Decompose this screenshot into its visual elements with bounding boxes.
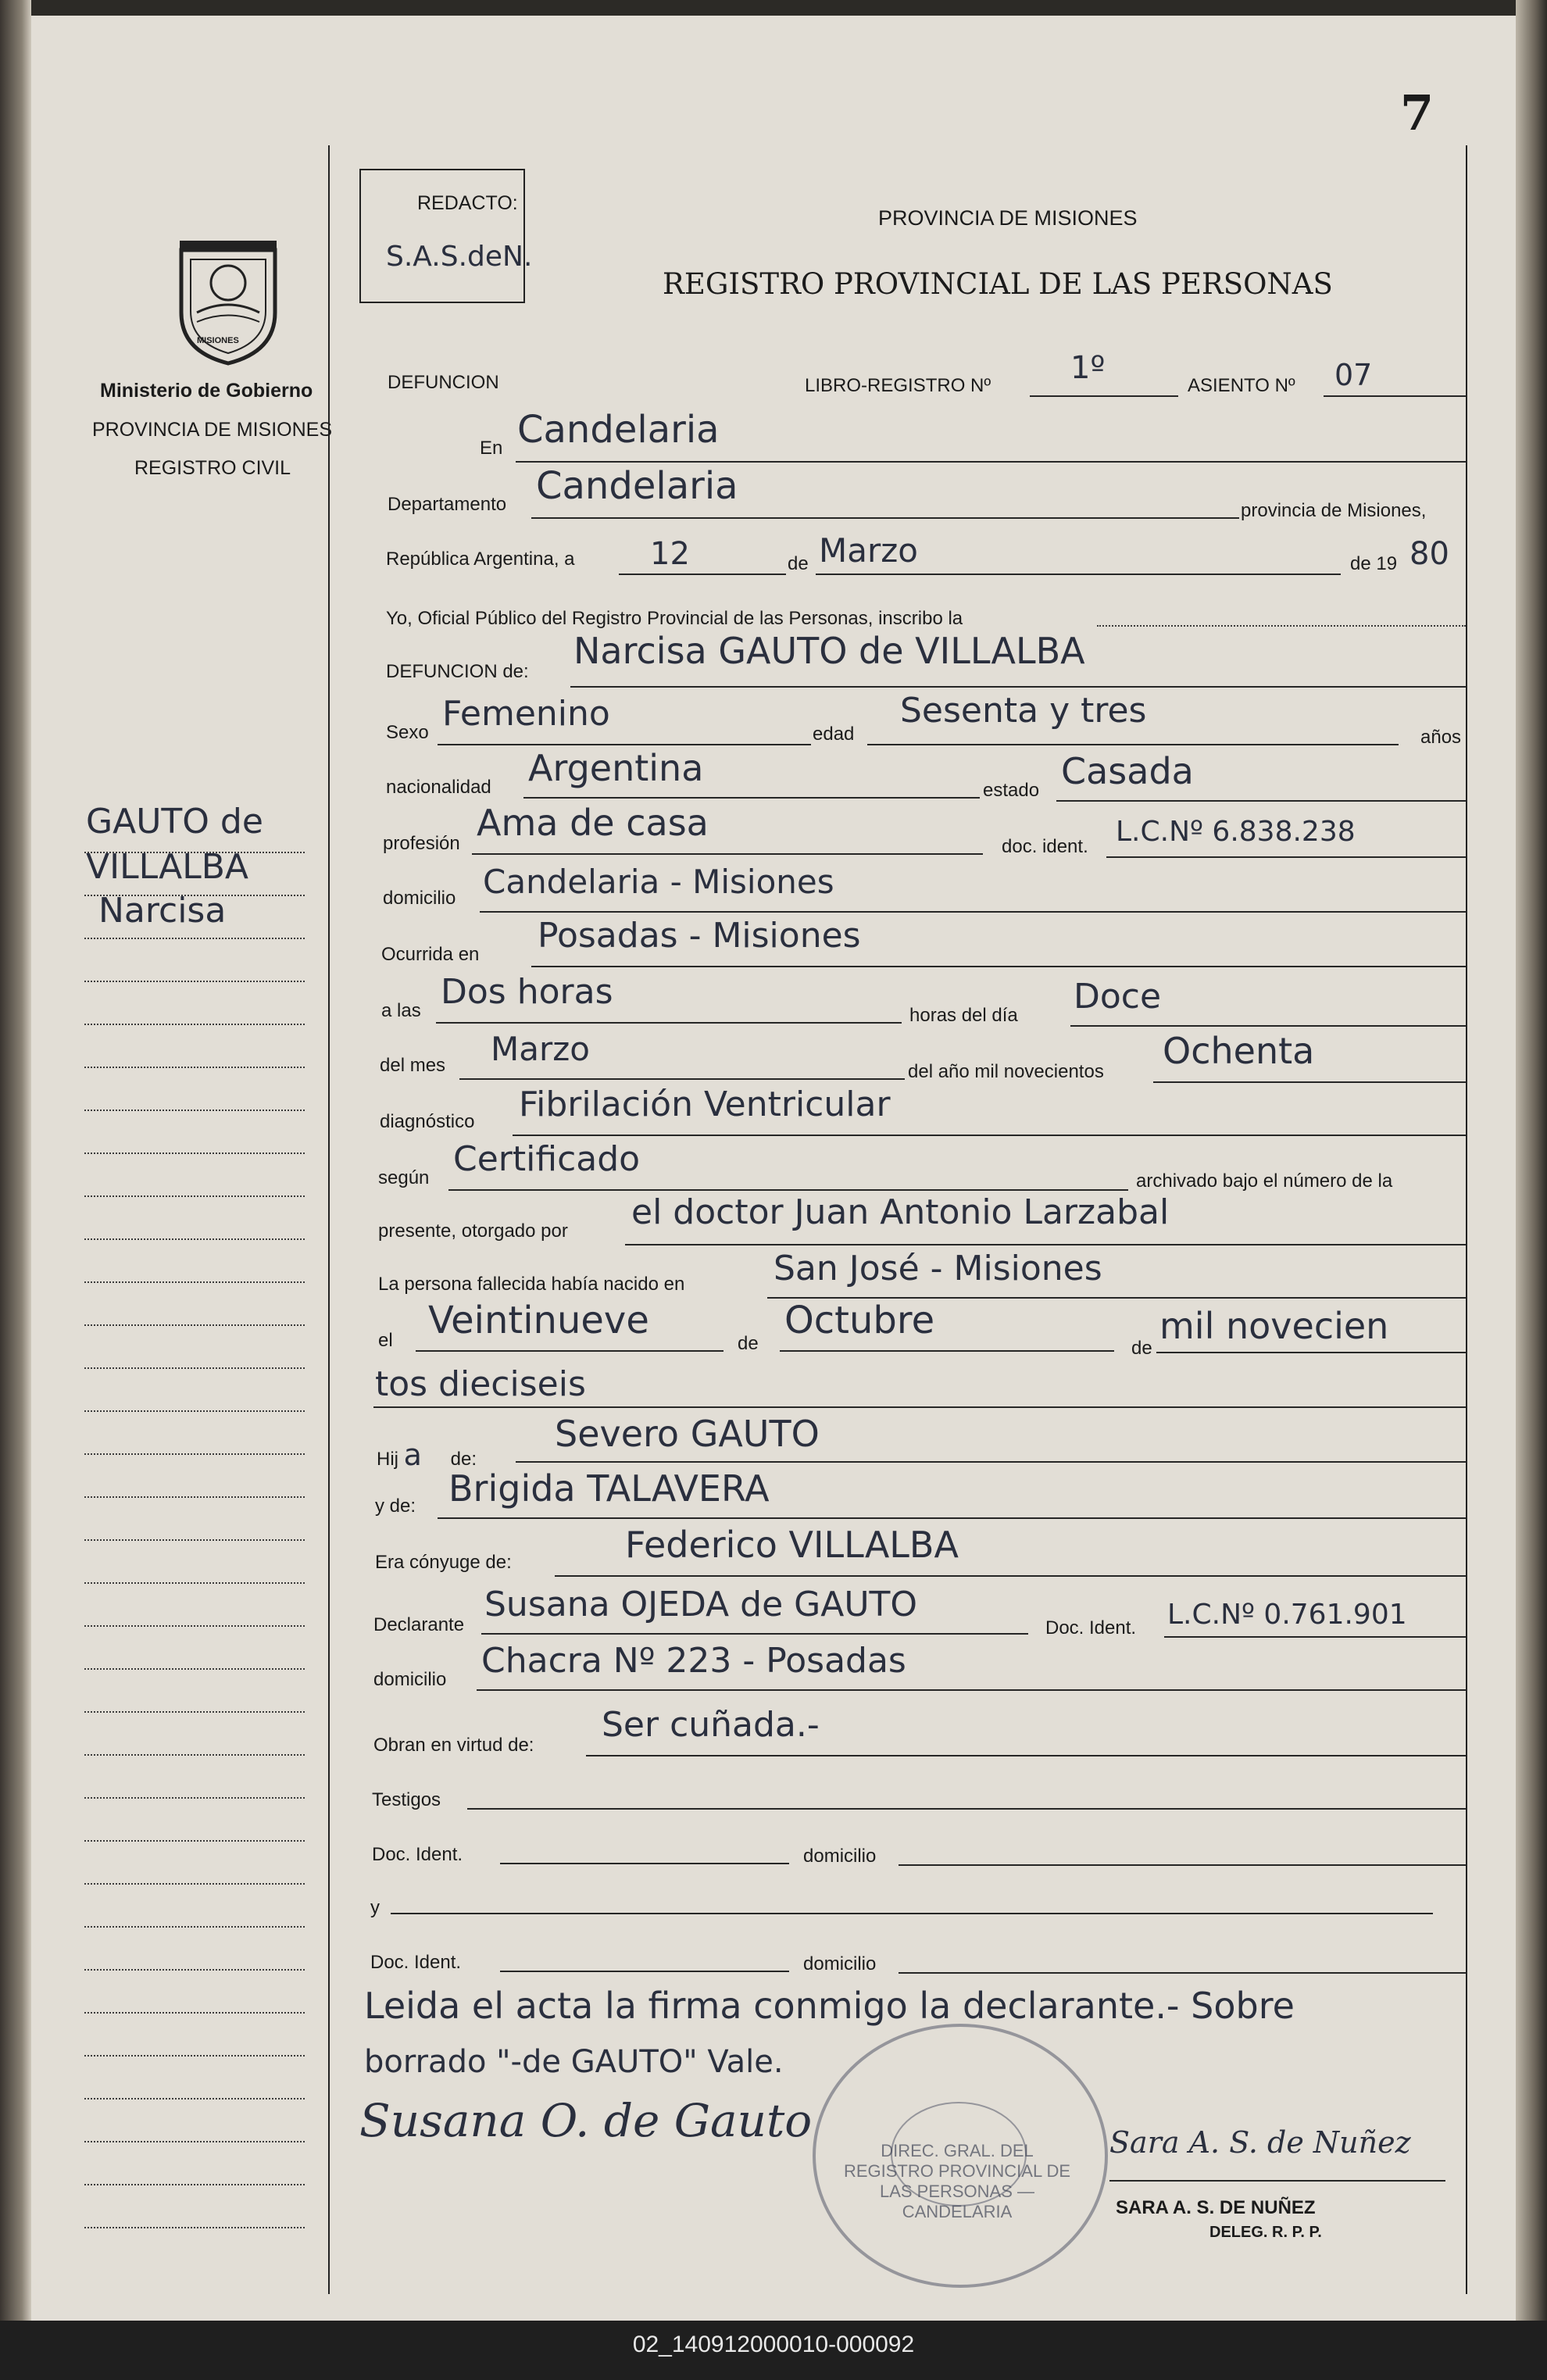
margin-note-line3: Narcisa <box>98 891 227 931</box>
domicilio1-label: domicilio <box>803 1846 877 1867</box>
testigos-label: Testigos <box>372 1789 441 1810</box>
obran-label: Obran en virtud de: <box>373 1735 534 1756</box>
header-title: REGISTRO PROVINCIAL DE LAS PERSONAS <box>663 267 1333 301</box>
nac-de-label: de <box>738 1333 759 1354</box>
margin-rule <box>84 1281 305 1283</box>
defuncion-de-label: DEFUNCION de: <box>386 661 529 682</box>
en-label: En <box>480 438 503 459</box>
header-province: PROVINCIA DE MISIONES <box>878 206 1138 230</box>
diagnostico-label: diagnóstico <box>380 1111 475 1132</box>
y-label: y <box>370 1897 380 1918</box>
margin-rule <box>84 2012 305 2014</box>
hij-label-b: de: <box>450 1449 477 1470</box>
doc-ident1-label: Doc. Ident. <box>372 1844 463 1865</box>
closing-line2: borrado "-de GAUTO" Vale. <box>364 2044 784 2080</box>
fecha-anio-value: 80 <box>1409 536 1449 572</box>
segun-value: Certificado <box>453 1139 641 1179</box>
nac-mes-value: Octubre <box>784 1299 935 1342</box>
edad-value: Sesenta y tres <box>900 691 1147 731</box>
nacionalidad-label: nacionalidad <box>386 777 491 798</box>
mes-fallec-value: Marzo <box>491 1030 590 1068</box>
book-edge <box>1516 0 1547 2380</box>
book-spine <box>0 0 31 2380</box>
margin-rule <box>84 1496 305 1498</box>
libro-value: 1º <box>1070 350 1106 386</box>
record-type-label: DEFUNCION <box>388 372 499 393</box>
diagnostico-value: Fibrilación Ventricular <box>519 1085 891 1124</box>
margin-rule <box>84 1195 305 1197</box>
decl-dom-label: domicilio <box>373 1669 447 1690</box>
edad-label: edad <box>813 724 855 745</box>
padre-value: Severo GAUTO <box>555 1413 820 1455</box>
conyuge-label: Era cónyuge de: <box>375 1552 512 1573</box>
doc-ident-label: doc. ident. <box>1002 836 1088 857</box>
nac-dia-value: Veintinueve <box>428 1299 649 1342</box>
en-value: Candelaria <box>517 408 720 452</box>
firma-oficial: Sara A. S. de Nuñez <box>1109 2125 1411 2160</box>
hij-label-a: Hij <box>377 1449 398 1470</box>
decl-doc-value: L.C.Nº 0.761.901 <box>1167 1599 1407 1631</box>
ocurrida-value: Posadas - Misiones <box>538 916 861 956</box>
margin-note-line2: VILLALBA <box>86 847 249 887</box>
footer-code: 02_140912000010-000092 <box>632 2332 915 2357</box>
sexo-label: Sexo <box>386 722 429 743</box>
margin-rule <box>84 1367 305 1369</box>
departamento-label: Departamento <box>388 494 507 515</box>
departamento-value: Candelaria <box>536 464 738 508</box>
margin-rule <box>84 2098 305 2099</box>
nacido-label: La persona fallecida había nacido en <box>378 1274 685 1295</box>
sexo-value: Femenino <box>442 694 610 734</box>
margin-rule <box>84 1625 305 1627</box>
decl-dom-value: Chacra Nº 223 - Posadas <box>481 1641 906 1681</box>
firma-declarante: Susana O. de Gauto <box>359 2094 813 2147</box>
obran-value: Ser cuñada.- <box>602 1705 820 1745</box>
republica-label: República Argentina, a <box>386 549 575 570</box>
margin-rule <box>84 2141 305 2142</box>
margin-rule <box>84 2227 305 2228</box>
conyuge-value: Federico VILLALBA <box>625 1524 959 1566</box>
domicilio-value: Candelaria - Misiones <box>483 863 834 901</box>
nacionalidad-value: Argentina <box>528 747 704 789</box>
estado-value: Casada <box>1061 750 1194 792</box>
crest-label: MISIONES <box>197 336 239 345</box>
horas-value: Dos horas <box>441 972 613 1012</box>
redacto-value: S.A.S.deN. <box>386 241 533 273</box>
doc-ident-value: L.C.Nº 6.838.238 <box>1116 816 1356 848</box>
fecha-de19-label: de 19 <box>1350 553 1398 574</box>
registry-name: REGISTRO CIVIL <box>134 457 291 479</box>
nac-el-label: el <box>378 1330 393 1351</box>
margin-rule <box>84 1453 305 1455</box>
nac-anio-cont: tos dieciseis <box>375 1364 586 1404</box>
segun-label: según <box>378 1167 430 1188</box>
del-anio-label: del año mil novecientos <box>908 1061 1104 1082</box>
oficial-name: SARA A. S. DE NUÑEZ <box>1116 2197 1316 2218</box>
closing-line1: Leida el acta la firma conmigo la declarante.- Sobre <box>364 1985 1295 2027</box>
margin-rule <box>84 1840 305 1842</box>
libro-label: LIBRO-REGISTRO Nº <box>805 375 991 396</box>
alas-label: a las <box>381 1000 421 1021</box>
crest-icon <box>166 234 291 367</box>
declarante-label: Declarante <box>373 1614 465 1635</box>
province-name: PROVINCIA DE MISIONES <box>92 419 333 441</box>
margin-rule <box>84 1067 305 1068</box>
hij-suffix: a <box>403 1438 422 1472</box>
margin-rule <box>84 981 305 982</box>
margin-rule <box>84 2055 305 2057</box>
right-border <box>1466 145 1467 2294</box>
nac-anio-value: mil novecien <box>1159 1305 1389 1347</box>
profesion-label: profesión <box>383 833 460 854</box>
asiento-value: 07 <box>1334 358 1373 392</box>
profesion-value: Ama de casa <box>477 802 709 844</box>
domicilio-label: domicilio <box>383 888 456 909</box>
otorgado-value: el doctor Juan Antonio Larzabal <box>631 1192 1170 1232</box>
margin-rule <box>84 1238 305 1240</box>
archivado-label: archivado bajo el número de la <box>1136 1170 1393 1192</box>
margin-rule <box>84 1324 305 1326</box>
redacto-label: REDACTO: <box>417 192 518 214</box>
anio-fallec-value: Ochenta <box>1163 1030 1315 1072</box>
margin-rule <box>84 895 305 896</box>
margin-rule <box>84 938 305 939</box>
yde-label: y de: <box>375 1496 416 1517</box>
margin-rule <box>84 1024 305 1025</box>
fecha-dia-value: 12 <box>650 536 690 572</box>
asiento-label: ASIENTO Nº <box>1188 375 1295 396</box>
margin-note-line1: GAUTO de <box>86 802 263 842</box>
oficial-cargo: DELEG. R. P. P. <box>1209 2224 1322 2241</box>
redacto-box <box>359 169 525 303</box>
column-divider <box>328 145 330 2294</box>
defuncion-de-value: Narcisa GAUTO de VILLALBA <box>573 630 1085 672</box>
doc-ident2-label: Doc. Ident. <box>370 1952 462 1973</box>
declarante-value: Susana OJEDA de GAUTO <box>484 1585 918 1624</box>
page-number: 7 <box>1400 84 1434 141</box>
nac-de2-label: de <box>1131 1338 1152 1359</box>
horas-del-dia-label: horas del día <box>909 1005 1018 1026</box>
decl-doc-label: Doc. Ident. <box>1045 1617 1137 1638</box>
fecha-de-label: de <box>788 553 809 574</box>
margin-rule <box>84 1883 305 1885</box>
del-mes-label: del mes <box>380 1055 446 1076</box>
margin-rule <box>84 1797 305 1799</box>
provincia-suffix: provincia de Misiones, <box>1241 500 1427 521</box>
margin-rule <box>84 852 305 853</box>
margin-rule <box>84 2184 305 2185</box>
estado-label: estado <box>983 780 1040 801</box>
anos-label: años <box>1420 727 1462 748</box>
ministry-name: Ministerio de Gobierno <box>100 380 313 402</box>
margin-rule <box>84 1711 305 1713</box>
margin-rule <box>84 1668 305 1670</box>
margin-rule <box>84 1110 305 1111</box>
domicilio2-label: domicilio <box>803 1953 877 1974</box>
dia-fallec-value: Doce <box>1074 977 1162 1017</box>
margin-rule <box>84 1152 305 1154</box>
margin-rule <box>84 1539 305 1541</box>
nacido-value: San José - Misiones <box>774 1249 1102 1288</box>
ocurrida-label: Ocurrida en <box>381 944 480 965</box>
yo-text: Yo, Oficial Público del Registro Provincial de las Personas, inscribo la <box>386 608 963 629</box>
presente-label: presente, otorgado por <box>378 1220 568 1242</box>
margin-rule <box>84 1582 305 1584</box>
margin-rule <box>84 1926 305 1928</box>
fecha-mes-value: Marzo <box>819 531 918 570</box>
madre-value: Brigida TALAVERA <box>448 1467 770 1510</box>
margin-rule <box>84 1969 305 1971</box>
margin-rule <box>84 1754 305 1756</box>
margin-rule <box>84 1410 305 1412</box>
seal-text: DIREC. GRAL. DEL REGISTRO PROVINCIAL DE LAS PERSONAS — CANDELARIA <box>843 2141 1071 2221</box>
